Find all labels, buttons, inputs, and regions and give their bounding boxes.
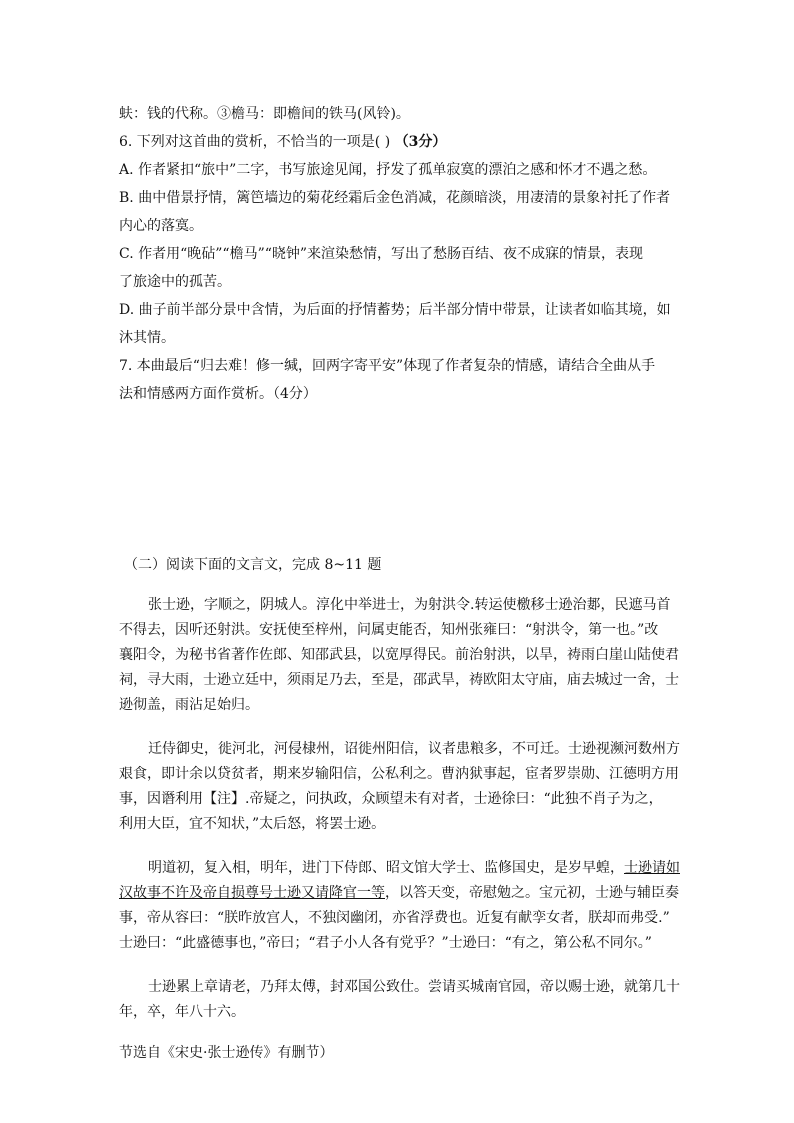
question-6-stem: 6. 下列对这首曲的赏析，不恰当的一项是( ) — [119, 134, 395, 150]
passage-p2-line: 迁侍御史，徙河北，河侵棣州，诏徙州阳信，议者患粮多，不可迁。士逊视濒河数州方 — [148, 741, 680, 757]
option-d-line-1: D. 曲子前半部分景中含情，为后面的抒情蓄势；后半部分情中带景，让读者如临其境，如 — [119, 302, 671, 318]
passage-p3-text: 明道初，复入相，明年，进门下侍郎、昭文馆大学士、监修国史，是岁早蝗， — [148, 860, 624, 876]
option-c-line-2: 了旅途中的孤苦。 — [119, 274, 231, 290]
passage-p1-line: 张士逊，字顺之，阴城人。淳化中举进士，为射洪令.转运使檄移士逊治郪，民遮马首 — [148, 597, 671, 613]
passage-p3-text: ，以答天变，帝慰勉之。宝元初，士逊与辅臣奏 — [385, 885, 679, 901]
question-7-line-2: 法和情感两方面作赏析。（4分） — [119, 386, 317, 402]
question-6 — [119, 132, 679, 152]
source-citation: 节选自《宋史·张士逊传》有删节） — [119, 1045, 334, 1061]
passage-p3-line-3: 事，帝从容曰：“朕昨放宫人，不独闵幽闭，亦省浮费也。近复有献孪女者，朕却而弗受.” — [119, 910, 670, 926]
passage-p3-line-1 — [148, 858, 680, 878]
passage-p3-line-4: 士逊曰：“此盛德事也，”帝曰；“君子小人各有党乎？”士逊曰：“有之，第公私不同尔。” — [119, 935, 652, 951]
passage-p1-line: 祠，寻大雨，士逊立廷中，须雨足乃去，至是，邵武旱，祷欧阳太守庙，庙去城过一舍，士 — [119, 672, 679, 688]
question-7-line-1: 7. 本曲最后“归去难！修一缄，回两字寄平安”体现了作者复杂的情感，请结合全曲从手 — [119, 358, 656, 374]
passage-p4-line: 士逊累上章请老，乃拜太傅，封邓国公致仕。尝请买城南官园，帝以赐士逊，就第几十 — [148, 979, 680, 995]
option-d-line-2: 沐其情。 — [119, 330, 175, 346]
passage-p2-line: 事，因谮利用【注】.帝疑之，问执政，众顾望未有对者，士逊徐曰：“此独不肖子为之， — [119, 791, 663, 807]
option-b-line-2: 内心的落寞。 — [119, 218, 203, 234]
option-c-line-1: C. 作者用“晚砧”“檐马”“晓钟”来渲染愁情，写出了愁肠百结、夜不成寐的情景，表现 — [119, 246, 644, 262]
passage-p1-line: 逊彻盖，雨沾足始归。 — [119, 697, 259, 713]
passage-p2-line: 利用大臣，宜不知状，”太后怒，将罢士逊。 — [119, 816, 386, 832]
option-a: A. 作者紧扣“旅中”二字，书写旅途见闻，抒发了孤单寂寞的漂泊之感和怀才不遇之愁。 — [119, 162, 657, 178]
annotation-line: 蚨：钱的代称。③檐马：即檐间的铁马(风铃)。 — [119, 106, 410, 122]
passage-p1-line: 襄阳令，为秘书省著作佐郎、知邵武县，以宽厚得民。前治射洪，以旱，祷雨白崖山陆使君 — [119, 647, 679, 663]
section-heading: （二）阅读下面的文言文，完成 8~11 题 — [124, 557, 382, 573]
underlined-sentence-part-1: 士逊请如 — [624, 860, 680, 876]
passage-p3-line-2 — [119, 883, 679, 903]
option-b-line-1: B. 曲中借景抒情，篱笆墙边的菊花经霜后金色消减，花颜暗淡，用凄清的景象衬托了作者 — [119, 190, 671, 206]
question-6-score: （3分） — [394, 134, 447, 150]
underlined-sentence-part-2: 汉故事不许及帝自损尊号士逊又请降官一等 — [119, 885, 385, 901]
passage-p2-line: 艰食，即计余以贷贫者，期来岁输阳信，公私利之。曹汭狱事起，宦者罗崇勋、江德明方用 — [119, 766, 679, 782]
passage-p4-line: 年，卒，年八十六。 — [119, 1004, 245, 1020]
passage-p1-line: 不得去，因听还射洪。安抚使至梓州，问属吏能否，知州张雍曰：“射洪令，第一也。”改 — [119, 622, 659, 638]
